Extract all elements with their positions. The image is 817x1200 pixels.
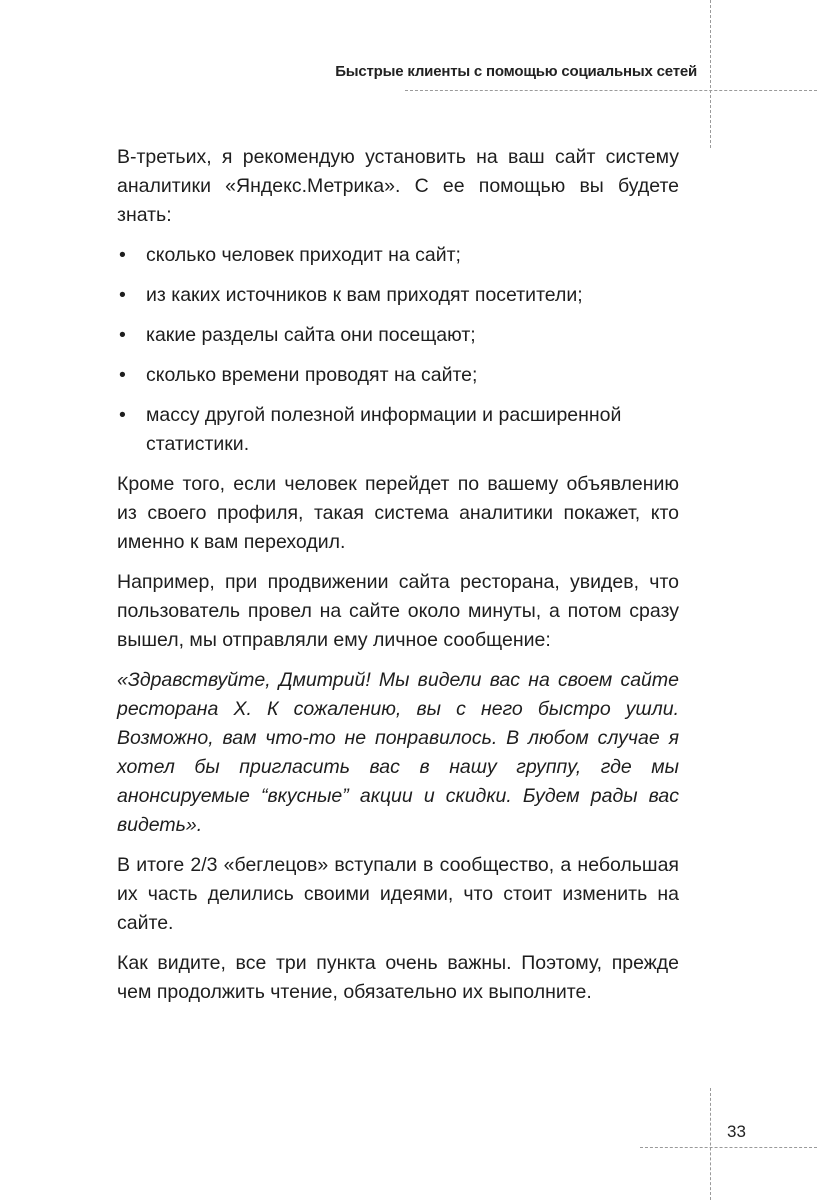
list-item bbox=[117, 241, 679, 270]
bullet-icon: • bbox=[119, 284, 126, 306]
running-title: Быстрые клиенты с помощью социальных сетей bbox=[335, 63, 697, 80]
intro-paragraph: В-третьих, я рекомендую установить на ваш сайт систему аналитики «Яндекс.Метрика». С ее помощью вы будете знать: bbox=[117, 146, 679, 226]
page-number: 33 bbox=[727, 1122, 746, 1141]
bullet-icon: • bbox=[119, 324, 126, 346]
list-item bbox=[117, 281, 679, 310]
page-body bbox=[117, 143, 679, 1018]
feature-list bbox=[117, 241, 679, 459]
bullet-icon: • bbox=[119, 364, 126, 386]
bullet-icon: • bbox=[119, 244, 126, 266]
conclusion-paragraph: Как видите, все три пункта очень важны. Поэтому, прежде чем продолжить чтение, обязательно их выполните. bbox=[117, 952, 679, 1003]
list-item-text: из каких источников к вам приходят посетители; bbox=[146, 284, 583, 306]
list-item-text: сколько времени проводят на сайте; bbox=[146, 364, 478, 386]
analytics-paragraph: Кроме того, если человек перейдет по вашему объявлению из своего профиля, такая система аналитики покажет, кто именно к вам переходил. bbox=[117, 473, 679, 553]
quote-message: «Здравствуйте, Дмитрий! Мы видели вас на своем сайте ресторана Х. К сожалению, вы с него быстро ушли. Возможно, вам что-то не понравилось. В любом случае я хотел бы пригласить вас в нашу группу, где мы анонсируемые “вкусные” акции и скидки. Будем рады вас видеть». bbox=[117, 669, 679, 836]
list-item-text: массу другой полезной информации и расширенной статистики. bbox=[146, 404, 622, 455]
result-paragraph: В итоге 2/3 «беглецов» вступали в сообщество, а небольшая их часть делились своими идеями, что стоит изменить на сайте. bbox=[117, 854, 679, 934]
bottom-vertical-guide bbox=[710, 1088, 711, 1200]
top-vertical-guide bbox=[710, 0, 711, 148]
list-item-text: сколько человек приходит на сайт; bbox=[146, 244, 461, 266]
header-rule bbox=[405, 90, 817, 91]
example-paragraph: Например, при продвижении сайта ресторана, увидев, что пользователь провел на сайте около минуты, а потом сразу вышел, мы отправляли ему личное сообщение: bbox=[117, 571, 679, 651]
footer-rule bbox=[640, 1147, 817, 1148]
list-item bbox=[117, 401, 679, 459]
list-item-text: какие разделы сайта они посещают; bbox=[146, 324, 476, 346]
bullet-icon: • bbox=[119, 404, 126, 426]
list-item bbox=[117, 361, 679, 390]
list-item bbox=[117, 321, 679, 350]
